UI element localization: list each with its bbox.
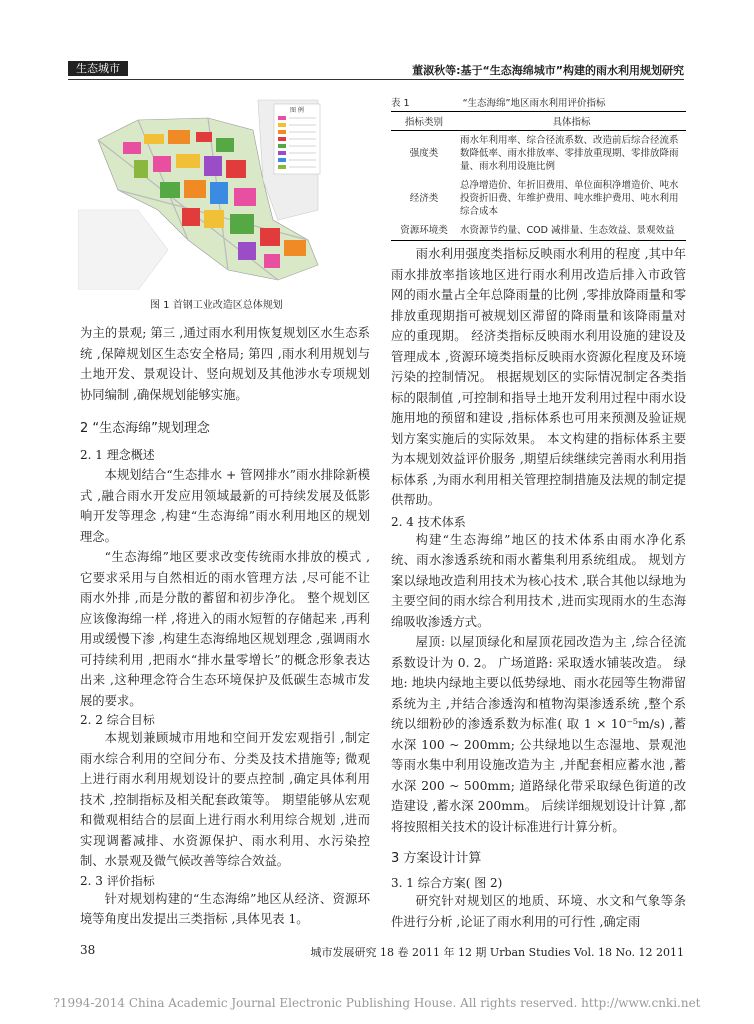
table-row [391, 131, 686, 177]
table-1-title: “生态海绵”地区雨水利用评价指标 [462, 98, 606, 109]
paragraph-2-2: 本规划兼顾城市用地和空间开发宏观指引 ,制定雨水综合利用的空间分布、分类及技术措施等; 微观上进行雨水利用规划设计的要点控制 ,确定具体利用技术 ,控制指标及相关配套政策等。 期望能够从宏观和微观相结合的层面上进行雨水利用综合规划 ,进而实现调蓄减排、水资源保护、雨水利用、水污染控制、水景观及微气候改善等综合效益。 [80, 731, 370, 868]
table-cell-items: 雨水年利用率、综合径流系数、改造前后综合径流系数降低率、雨水排放率、零排放重现期、零排放降雨量、雨水利用设施比例 [460, 135, 679, 172]
page-number: 38 [80, 943, 96, 957]
left-column [80, 323, 370, 930]
section-3-1-heading: 3. 1 综合方案( 图 2) [391, 876, 503, 890]
paragraph-2-3: 针对规划构建的“生态海绵”地区从经济、资源环境等角度出发提出三类指标 ,具体见表 1。 [80, 891, 370, 926]
table-1 [391, 95, 686, 241]
paragraph-2-4a: 构建“生态海绵”地区的技术体系由雨水净化系统、雨水渗透系统和雨水蓄集利用系统组成。 规划方案以绿地改造利用技术为核心技术 ,联合其他以绿地为主要空间的雨水综合利用技术 ,进而实现雨水的生态海绵吸收渗透方式。 [391, 532, 686, 629]
paragraph-3-1: 研究针对规划区的地质、环境、水文和气象等条件进行分析 ,论证了雨水利用的可行性 ,确定雨 [391, 894, 686, 929]
table-header-category: 指标类别 [391, 112, 457, 131]
paragraph-2-1a: 本规划结合“生态排水 + 管网排水”雨水排除新模式 ,融合雨水开发应用领域最新的可持续发展及低影响开发等理念 ,构建“生态海绵”雨水利用地区的规划理念。 [80, 468, 370, 544]
right-column [391, 244, 686, 932]
section-2-4-heading: 2. 4 技术体系 [391, 514, 466, 529]
figure-1-caption: 图 1 首钢工业改造区总体规划 [150, 300, 283, 311]
figure-1-legend-title: 图 例 [290, 107, 304, 114]
section-2-2-heading: 2. 2 综合目标 [80, 713, 155, 727]
table-cell-category: 经济类 [409, 193, 439, 204]
paragraph-2-4b: 屋顶: 以屋顶绿化和屋顶花园改造为主 ,综合径流系数设计为 0. 2。 广场道路: 采取透水铺装改造。 绿地: 地块内绿地主要以低势绿地、雨水花园等生物滞留系统为主 ,并结合渗透沟和植物沟渠渗透系统 ,整个系统以细粉砂的渗透系数为标准( 取 1 × 10⁻⁵m/s) ,蓄水深 100 ~ 200mm; 公共绿地以生态湿地、景观池等雨水集中利用设施改造为主 ,并配套相应蓄水池 ,蓄水深 200 ~ 500mm; 道路绿化带采取绿色街道的改造建设 ,蓄水深 200mm。 后续详细规划设计计算 ,都将按照相关技术的设计标准进行计算分析。 [391, 635, 686, 834]
table-header-indices: 具体指标 [457, 112, 686, 131]
table-cell-items: 总净增造价、年折旧费用、单位面积净增造价、吨水投资折旧费、年维护费用、吨水维护费用、吨水利用综合成本 [460, 180, 679, 217]
copyright-line: ?1994-2014 China Academic Journal Electronic Publishing House. All rights reserved. http://www.cnki.net [53, 996, 701, 1010]
section-2-heading: 2 “生态海绵”规划理念 [80, 421, 210, 436]
intro-paragraph: 为主的景观; 第三 ,通过雨水利用恢复规划区水生态系统 ,保障规划区生态安全格局; 第四 ,雨水利用规划与土地开发、景观设计、竖向规划及其他涉水专项规划协同编制 ,确保规划能够实施。 [80, 326, 370, 402]
running-title: 董淑秋等:基于“生态海绵城市”构建的雨水利用规划研究 [412, 64, 684, 77]
table-1-label: 表 1 [391, 98, 410, 109]
plan-map-graphic [78, 90, 378, 290]
section-label: 生态城市 [68, 61, 128, 76]
section-2-1-heading: 2. 1 理念概述 [80, 448, 155, 462]
section-2-3-heading: 2. 3 评价指标 [80, 873, 155, 888]
table-row [391, 221, 686, 241]
figure-1-plan-map [78, 90, 378, 290]
header-rule [68, 79, 684, 80]
evaluation-index-table [391, 111, 686, 241]
paragraph-2-1b: “生态海绵”地区要求改变传统雨水排放的模式 ,它要求采用与自然相近的雨水管理方法 ,尽可能不让雨水外排 ,而是分散的蓄留和初步净化。 整个规划区应该像海绵一样 ,将进入的雨水短暂的存储起来 ,再利用或缓慢下渗 ,构建生态海绵地区规划理念 ,强调雨水可持续利用 ,把雨水“排水量零增长”的概念形象表达出来 ,这种理念符合生态环境保护及低碳生态城市发展的要求。 [80, 550, 370, 708]
table-cell-items: 水资源节约量、COD 减排量、生态效益、景观效益 [457, 221, 686, 241]
section-3-heading: 3 方案设计计算 [391, 851, 482, 866]
table-cell-category: 强度类 [409, 148, 439, 159]
journal-info: 城市发展研究 18 卷 2011 年 12 期 Urban Studies Vol. 18 No. 12 2011 [310, 946, 684, 959]
paragraph-index-explanation: 雨水利用强度类指标反映雨水利用的程度 ,其中年雨水排放率指该地区进行雨水利用改造后排入市政管网的雨水量占全年总降雨量的比例 ,零排放降雨量和零排放重现期指可被规划区滞留的降雨量和该降雨量对应的重现期。 经济类指标反映雨水利用设施的建设及管理成本 ,资源环境类指标反映雨水资源化程度及环境污染的控制情况。 根据规划区的实际情况制定各类指标的限制值 ,可控制和指导土地开发利用过程中雨水设施用地的预留和建设 ,指标体系也可用来预测及验证规划方案实施后的实际效果。 本文构建的指标体系主要为本规划效益评价服务 ,期望后续继续完善雨水利用指标体系 ,为雨水利用相关管理控制措施及法规的制定提供帮助。 [391, 247, 686, 507]
table-row [391, 176, 686, 221]
table-cell-category: 资源环境类 [391, 221, 457, 241]
